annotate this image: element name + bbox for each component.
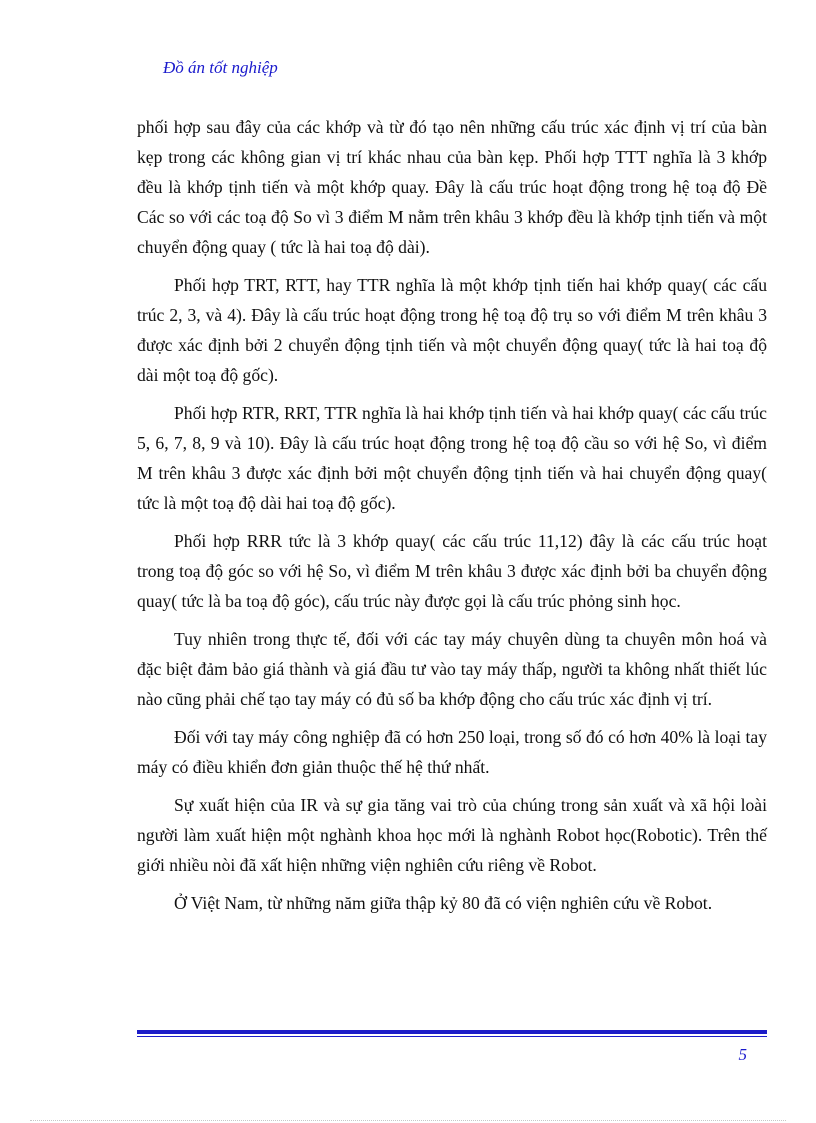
paragraph: Phối hợp RTR, RRT, TTR nghĩa là hai khớp tịnh tiến và hai khớp quay( các cấu trúc 5, 6, 7, 8, 9 và 10). Đây là cấu trúc hoạt động trong hệ toạ độ cầu so với hệ So, vì điểm M trên khâu 3 được xác định bởi một chuyển động tịnh tiến và hai chuyển động quay( tức là một toạ độ dài hai toạ độ gốc). <box>137 403 767 513</box>
running-header: Đồ án tốt nghiệp <box>163 58 278 77</box>
paragraph: Phối hợp TRT, RTT, hay TTR nghĩa là một khớp tịnh tiến hai khớp quay( các cấu trúc 2, 3, và 4). Đây là cấu trúc hoạt động trong hệ toạ độ trụ so với điểm M trên khâu 3 được xác định bởi 2 chuyển động tịnh tiến và một chuyển động quay( tức là hai toạ độ dài một toạ độ gốc). <box>137 275 767 385</box>
paragraph: Đối với tay máy công nghiệp đã có hơn 250 loại, trong số đó có hơn 40% là loại tay máy có điều khiển đơn giản thuộc thế hệ thứ nhất. <box>137 727 767 777</box>
paragraph: Tuy nhiên trong thực tế, đối với các tay máy chuyên dùng ta chuyên môn hoá và đặc biệt đảm bảo giá thành và giá đầu tư vào tay máy thấp, người ta không nhất thiết lúc nào cũng phải chế tạo tay máy có đủ số ba khớp động cho cấu trúc xác định vị trí. <box>137 629 767 709</box>
paragraph: Phối hợp RRR tức là 3 khớp quay( các cấu trúc 11,12) đây là các cấu trúc hoạt trong toạ độ góc so với hệ So, vì điểm M trên khâu 3 được xác định bởi ba chuyển động quay( tức là ba toạ độ góc), cấu trúc này được gọi là cấu trúc phỏng sinh học. <box>137 531 767 611</box>
paragraph: Ở Việt Nam, từ những năm giữa thập kỷ 80 đã có viện nghiên cứu về Robot. <box>174 893 713 913</box>
body-text <box>137 112 767 926</box>
footer-rule-thick <box>137 1030 767 1034</box>
paragraph: Sự xuất hiện của IR và sự gia tăng vai trò của chúng trong sản xuất và xã hội loài người làm xuất hiện một nghành khoa học mới là nghành Robot học(Robotic). Trên thế giới nhiều nòi đã xất hiện những viện nghiên cứu riêng về Robot. <box>137 795 767 875</box>
page-number: 5 <box>738 1045 747 1064</box>
footer-rule-thin <box>137 1036 767 1037</box>
paragraph: phối hợp sau đây của các khớp và từ đó tạo nên những cấu trúc xác định vị trí của bàn kẹp trong các không gian vị trí khác nhau của bàn kẹp. Phối hợp TTT nghĩa là 3 khớp đều là khớp tịnh tiến và một khớp quay. Đây là cấu trúc hoạt động trong hệ toạ độ Đề Các so với các toạ độ So vì 3 điểm M nằm trên khâu 3 khớp đều là khớp tịnh tiến và một chuyển động quay ( tức là hai toạ độ dài). <box>137 117 767 257</box>
page-bottom-divider <box>30 1120 786 1121</box>
